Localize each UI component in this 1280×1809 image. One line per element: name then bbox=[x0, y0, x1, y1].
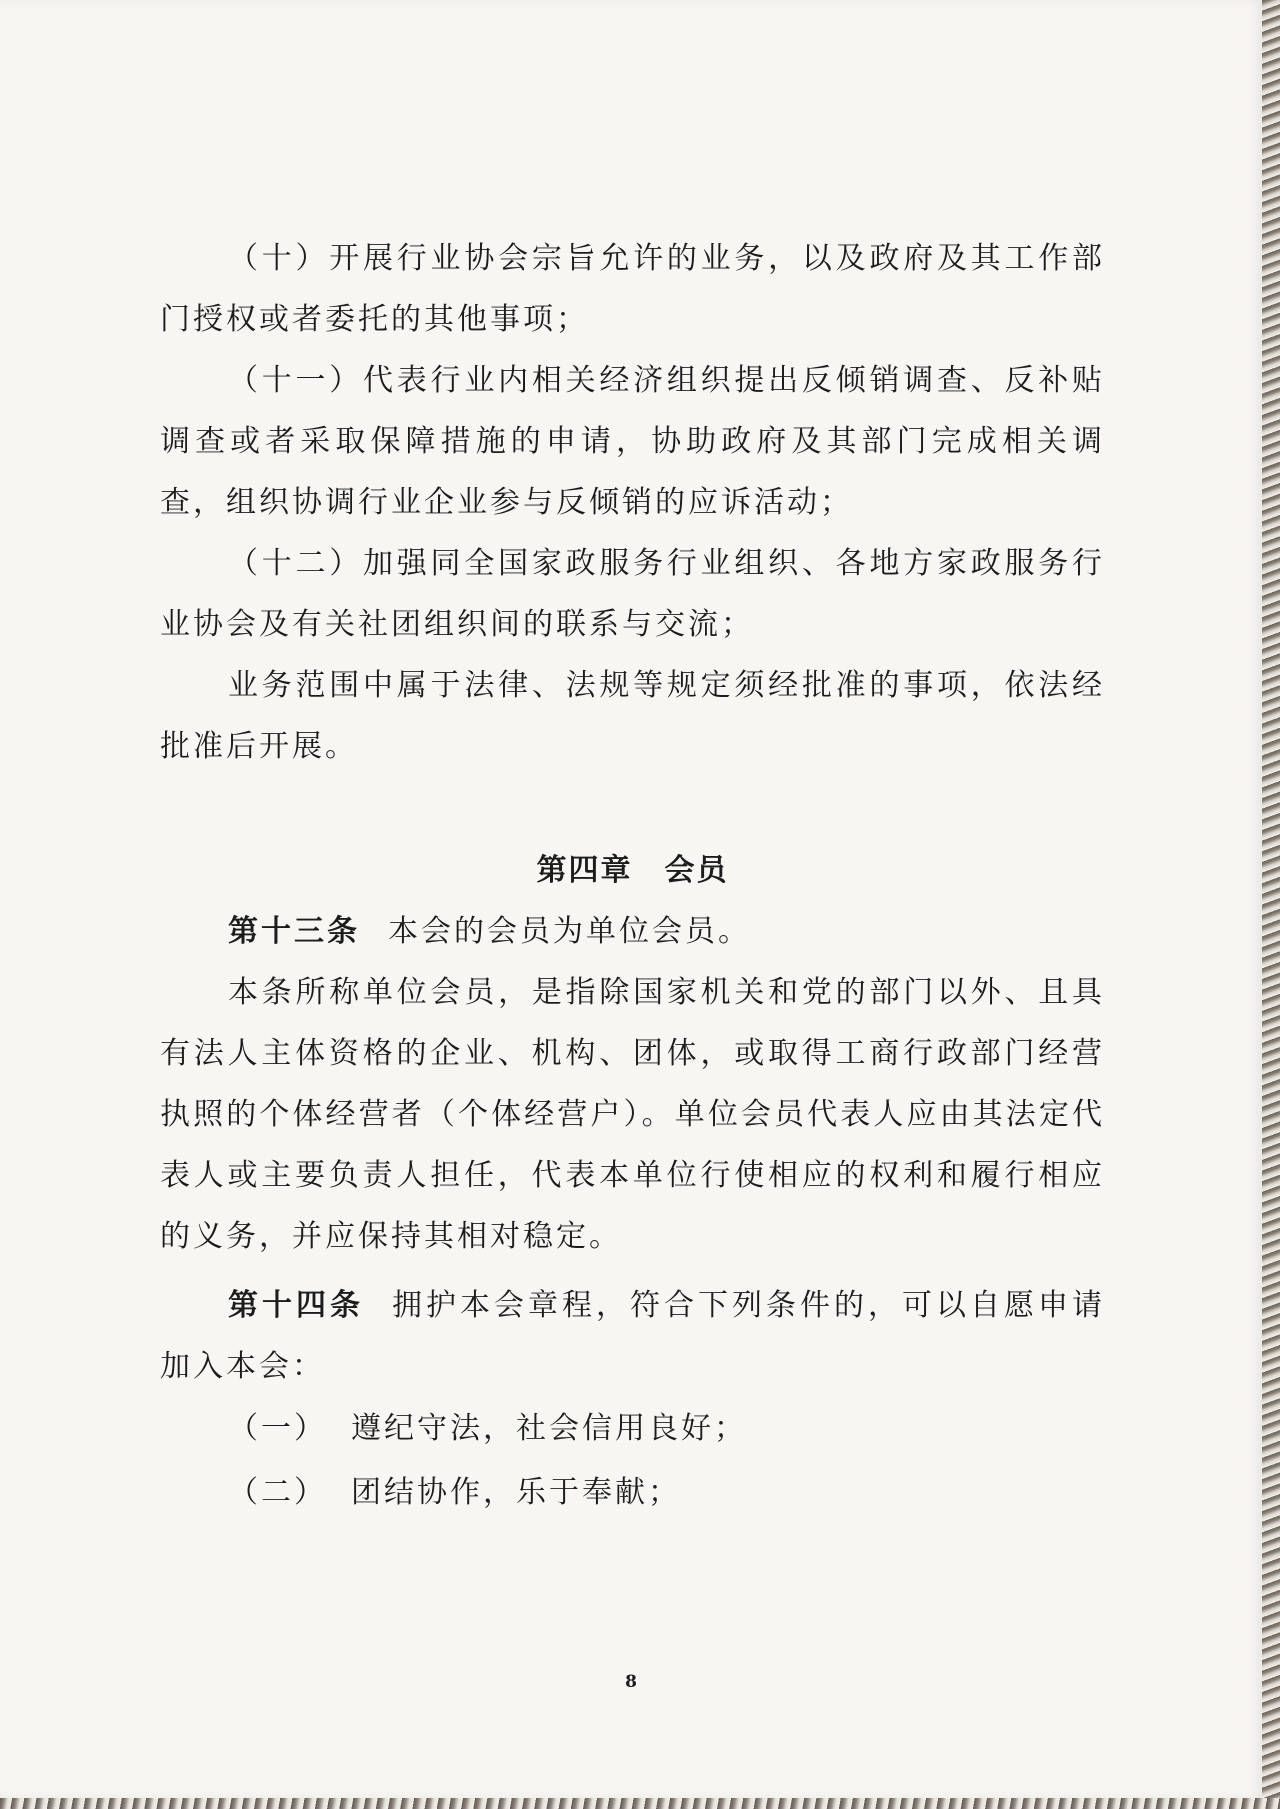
list-item-text: 团结协作，乐于奉献； bbox=[351, 1475, 681, 1510]
article-13 bbox=[160, 901, 1105, 962]
list-item-text: 遵纪守法，社会信用良好； bbox=[351, 1411, 747, 1446]
article-14-text: 拥护本会章程，符合下列条件的，可以自愿申请加入本会： bbox=[160, 1288, 1105, 1384]
business-scope-note: 业务范围中属于法律、法规等规定须经批准的事项，依法经批准后开展。 bbox=[160, 668, 1105, 764]
article-13-text: 本会的会员为单位会员。 bbox=[388, 914, 751, 949]
article-14-item-2 bbox=[160, 1461, 1105, 1525]
list-marker: （二） bbox=[228, 1475, 327, 1510]
article-13-explanation: 本条所称单位会员，是指除国家机关和党的部门以外、且具有法人主体资格的企业、机构、团体，或取得工商行政部门经营执照的个体经营者（个体经营户）。单位会员代表人应由其法定代表人或主要负责人担任，代表本单位行使相应的权利和履行相应的义务，并应保持其相对稳定。 bbox=[160, 975, 1105, 1254]
article-14-item-1 bbox=[160, 1397, 1105, 1461]
page-number: 8 bbox=[625, 1672, 637, 1692]
page-edge-bottom bbox=[0, 1798, 1280, 1809]
business-item-12: （十二）加强同全国家政服务行业组织、各地方家政服务行业协会及有关社团组织间的联系与交流； bbox=[160, 546, 1105, 642]
chapter-title: 第四章 会员 bbox=[536, 853, 729, 888]
page-edge-right bbox=[1262, 0, 1280, 1809]
business-item-10: （十）开展行业协会宗旨允许的业务，以及政府及其工作部门授权或者委托的其他事项； bbox=[160, 241, 1105, 337]
article-14 bbox=[160, 1275, 1105, 1397]
page-content bbox=[160, 228, 1105, 1525]
article-13-label: 第十三条 bbox=[228, 914, 360, 949]
business-item-11: （十一）代表行业内相关经济组织提出反倾销调查、反补贴调查或者采取保障措施的申请，协助政府及其部门完成相关调查，组织协调行业企业参与反倾销的应诉活动； bbox=[160, 363, 1105, 520]
article-14-label: 第十四条 bbox=[228, 1288, 364, 1323]
spacer bbox=[160, 1267, 1105, 1275]
list-marker: （一） bbox=[228, 1411, 327, 1446]
